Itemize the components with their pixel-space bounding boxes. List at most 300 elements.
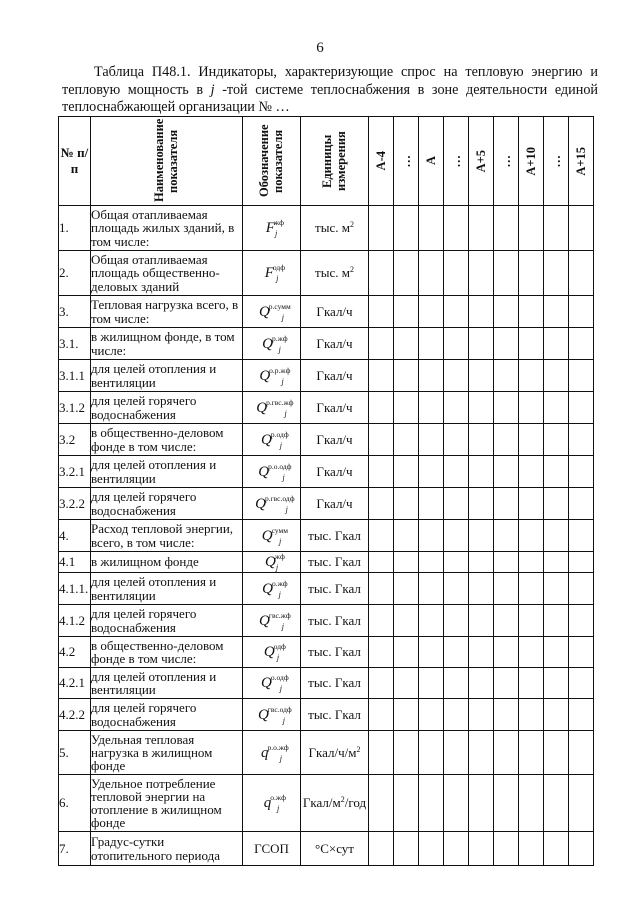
designation-symbol: $Q^{жф}_j$ [264, 552, 285, 572]
value-cell [544, 699, 569, 731]
value-cell [519, 296, 544, 328]
value-cell [419, 637, 444, 668]
row-number: 4.2 [59, 637, 91, 668]
value-cell [394, 637, 419, 668]
indicator-name: Градус-сутки отопительного периода [91, 832, 243, 866]
value-cell [369, 832, 394, 866]
value-cell [394, 731, 419, 775]
indicator-name: для целей отопления и вентиляции [91, 360, 243, 392]
value-cell [569, 731, 594, 775]
indicator-designation [243, 206, 301, 251]
value-cell [394, 328, 419, 360]
indicator-designation [243, 251, 301, 296]
header-period: А+5 [469, 117, 494, 206]
indicator-designation [243, 637, 301, 668]
value-cell [469, 832, 494, 866]
value-cell [494, 668, 519, 699]
indicator-unit: тыс. Гкал [301, 520, 369, 552]
value-cell [394, 832, 419, 866]
indicator-name: Расход тепловой энергии, всего, в том числе: [91, 520, 243, 552]
designation-symbol: $Q^{о.жф}_j$ [262, 578, 288, 599]
value-cell [394, 573, 419, 605]
indicator-designation [243, 573, 301, 605]
value-cell [419, 605, 444, 637]
table-row [59, 456, 594, 488]
row-number: 1. [59, 206, 91, 251]
value-cell [469, 296, 494, 328]
header-period: … [444, 117, 469, 206]
indicator-designation [243, 605, 301, 637]
designation-symbol: $q^{р.о.жф}_j$ [260, 742, 289, 763]
value-cell [469, 456, 494, 488]
value-cell [519, 206, 544, 251]
value-cell [469, 552, 494, 573]
table-row [59, 296, 594, 328]
value-cell [569, 699, 594, 731]
value-cell [494, 699, 519, 731]
value-cell [569, 392, 594, 424]
table-row [59, 637, 594, 668]
value-cell [469, 360, 494, 392]
value-cell [369, 520, 394, 552]
value-cell [494, 456, 519, 488]
value-cell [469, 251, 494, 296]
value-cell [494, 206, 519, 251]
indicator-designation [243, 488, 301, 520]
value-cell [369, 488, 394, 520]
value-cell [544, 573, 569, 605]
value-cell [544, 456, 569, 488]
table-row [59, 360, 594, 392]
value-cell [494, 251, 519, 296]
designation-symbol: $Q^{сумм}_j$ [261, 525, 288, 546]
value-cell [569, 775, 594, 832]
table-row [59, 251, 594, 296]
indicator-unit: Гкал/$м^2$/год [301, 775, 369, 832]
value-cell [519, 392, 544, 424]
indicator-unit: °С×сут [301, 832, 369, 866]
row-number: 4.2.1 [59, 668, 91, 699]
table-row [59, 605, 594, 637]
indicator-designation [243, 832, 301, 866]
indicator-designation [243, 520, 301, 552]
value-cell [419, 699, 444, 731]
value-cell [369, 668, 394, 699]
value-cell [544, 328, 569, 360]
value-cell [394, 251, 419, 296]
row-number: 6. [59, 775, 91, 832]
value-cell [444, 731, 469, 775]
value-cell [394, 296, 419, 328]
value-cell [369, 605, 394, 637]
indicator-designation [243, 699, 301, 731]
row-number: 4.1.2 [59, 605, 91, 637]
value-cell [394, 424, 419, 456]
table-row [59, 573, 594, 605]
value-cell [469, 605, 494, 637]
header-designation: Обозначение показателя [243, 117, 301, 206]
value-cell [519, 775, 544, 832]
table-row [59, 699, 594, 731]
header-name: Наименование показателя [91, 117, 243, 206]
value-cell [444, 488, 469, 520]
value-cell [519, 731, 544, 775]
row-number: 3.2.2 [59, 488, 91, 520]
header-row [59, 117, 594, 206]
indicator-unit: тыс. Гкал [301, 637, 369, 668]
value-cell [544, 296, 569, 328]
indicator-designation [243, 328, 301, 360]
value-cell [519, 552, 544, 573]
header-period: А-4 [369, 117, 394, 206]
value-cell [544, 775, 569, 832]
row-number: 4.1 [59, 552, 91, 573]
value-cell [544, 520, 569, 552]
indicator-designation [243, 668, 301, 699]
header-unit: Единицы измерения [301, 117, 369, 206]
value-cell [444, 699, 469, 731]
designation-symbol: $Q^{р.одф}_j$ [261, 429, 289, 450]
designation-text: ГСОП [254, 840, 289, 856]
indicator-name: для целей отопления и вентиляции [91, 456, 243, 488]
indicator-name: в жилищном фонде, в том числе: [91, 328, 243, 360]
header-period: А+15 [569, 117, 594, 206]
value-cell [569, 328, 594, 360]
value-cell [494, 775, 519, 832]
value-cell [569, 424, 594, 456]
value-cell [494, 488, 519, 520]
value-cell [419, 488, 444, 520]
value-cell [419, 731, 444, 775]
value-cell [444, 668, 469, 699]
value-cell [444, 251, 469, 296]
value-cell [494, 296, 519, 328]
indicator-designation [243, 775, 301, 832]
value-cell [419, 424, 444, 456]
row-number: 4.1.1. [59, 573, 91, 605]
indicator-designation [243, 392, 301, 424]
indicator-unit: Гкал/ч [301, 456, 369, 488]
value-cell [444, 552, 469, 573]
value-cell [544, 731, 569, 775]
value-cell [569, 668, 594, 699]
value-cell [494, 360, 519, 392]
designation-symbol: $Q^{р.жф}_j$ [262, 333, 288, 354]
row-number: 3.1. [59, 328, 91, 360]
indicator-designation [243, 456, 301, 488]
header-period: … [394, 117, 419, 206]
value-cell [569, 573, 594, 605]
value-cell [444, 328, 469, 360]
value-cell [444, 360, 469, 392]
row-number: 3.1.1 [59, 360, 91, 392]
value-cell [444, 605, 469, 637]
designation-symbol: $Q^{гвс.одф}_j$ [257, 704, 292, 725]
table-row [59, 520, 594, 552]
header-num: № п/п [59, 117, 91, 206]
value-cell [444, 296, 469, 328]
value-cell [494, 424, 519, 456]
value-cell [419, 775, 444, 832]
table-row [59, 775, 594, 832]
row-number: 3.2 [59, 424, 91, 456]
value-cell [469, 206, 494, 251]
indicator-name: в жилищном фонде [91, 552, 243, 573]
value-cell [569, 206, 594, 251]
value-cell [569, 552, 594, 573]
table-row [59, 206, 594, 251]
value-cell [444, 520, 469, 552]
indicator-name: Удельное потребление тепловой энергии на отопление в жилищном фонде [91, 775, 243, 832]
indicator-name: в общественно-деловом фонде в том числе: [91, 424, 243, 456]
value-cell [569, 488, 594, 520]
row-number: 2. [59, 251, 91, 296]
designation-symbol: $F^{одф}_j$ [264, 263, 286, 283]
indicator-unit: тыс. Гкал [301, 668, 369, 699]
table-row [59, 668, 594, 699]
value-cell [419, 328, 444, 360]
indicator-unit: тыс. $м^2$ [301, 206, 369, 251]
value-cell [519, 456, 544, 488]
indicator-designation [243, 296, 301, 328]
page-number: 6 [316, 40, 324, 56]
table-row [59, 392, 594, 424]
value-cell [544, 552, 569, 573]
indicator-designation [243, 424, 301, 456]
value-cell [494, 392, 519, 424]
indicator-unit: Гкал/ч [301, 424, 369, 456]
indicator-name: для целей горячего водоснабжения [91, 605, 243, 637]
row-number: 3.1.2 [59, 392, 91, 424]
value-cell [469, 392, 494, 424]
value-cell [369, 251, 394, 296]
value-cell [569, 360, 594, 392]
value-cell [519, 488, 544, 520]
indicator-name: для целей горячего водоснабжения [91, 488, 243, 520]
value-cell [369, 637, 394, 668]
value-cell [469, 424, 494, 456]
value-cell [569, 251, 594, 296]
value-cell [469, 699, 494, 731]
value-cell [419, 456, 444, 488]
indicator-unit: тыс. Гкал [301, 699, 369, 731]
value-cell [519, 251, 544, 296]
indicator-name: для целей горячего водоснабжения [91, 392, 243, 424]
table-row [59, 731, 594, 775]
row-number: 5. [59, 731, 91, 775]
value-cell [419, 573, 444, 605]
value-cell [494, 552, 519, 573]
indicator-name: для целей отопления и вентиляции [91, 668, 243, 699]
value-cell [519, 699, 544, 731]
value-cell [369, 573, 394, 605]
indicator-unit: Гкал/ч [301, 328, 369, 360]
row-number: 3.2.1 [59, 456, 91, 488]
indicator-unit: Гкал/ч [301, 392, 369, 424]
header-period: … [544, 117, 569, 206]
value-cell [394, 392, 419, 424]
value-cell [394, 206, 419, 251]
indicator-unit: Гкал/ч [301, 296, 369, 328]
header-period: А [419, 117, 444, 206]
value-cell [444, 775, 469, 832]
indicator-designation [243, 731, 301, 775]
value-cell [494, 832, 519, 866]
value-cell [469, 731, 494, 775]
indicator-name: в общественно-деловом фонде в том числе: [91, 637, 243, 668]
value-cell [494, 637, 519, 668]
row-number: 3. [59, 296, 91, 328]
table-row [59, 424, 594, 456]
value-cell [494, 328, 519, 360]
indicator-name: Общая отапливаемая площадь общественно-деловых зданий [91, 251, 243, 296]
value-cell [494, 573, 519, 605]
value-cell [369, 206, 394, 251]
value-cell [369, 552, 394, 573]
value-cell [469, 637, 494, 668]
value-cell [469, 488, 494, 520]
value-cell [369, 775, 394, 832]
value-cell [444, 424, 469, 456]
value-cell [369, 296, 394, 328]
value-cell [519, 328, 544, 360]
designation-symbol: $F^{жф}_j$ [265, 218, 284, 238]
value-cell [544, 206, 569, 251]
indicator-unit: тыс. $м^2$ [301, 251, 369, 296]
value-cell [544, 637, 569, 668]
value-cell [394, 360, 419, 392]
value-cell [544, 488, 569, 520]
value-cell [419, 520, 444, 552]
indicator-name: Тепловая нагрузка всего, в том числе: [91, 296, 243, 328]
value-cell [544, 424, 569, 456]
value-cell [444, 206, 469, 251]
designation-symbol: $Q^{одф}_j$ [263, 642, 286, 662]
value-cell [369, 392, 394, 424]
value-cell [369, 456, 394, 488]
value-cell [444, 392, 469, 424]
value-cell [519, 832, 544, 866]
designation-symbol: $Q^{р.гвс.жф}_j$ [256, 397, 294, 418]
value-cell [469, 668, 494, 699]
value-cell [394, 775, 419, 832]
header-period: … [494, 117, 519, 206]
indicator-unit: Гкал/ч [301, 488, 369, 520]
value-cell [519, 637, 544, 668]
value-cell [394, 456, 419, 488]
value-cell [569, 520, 594, 552]
table-row [59, 832, 594, 866]
value-cell [394, 668, 419, 699]
table-row [59, 328, 594, 360]
indicator-unit: тыс. Гкал [301, 552, 369, 573]
value-cell [569, 605, 594, 637]
value-cell [394, 488, 419, 520]
value-cell [394, 552, 419, 573]
value-cell [419, 296, 444, 328]
indicator-name: Общая отапливаемая площадь жилых зданий, в том числе: [91, 206, 243, 251]
value-cell [469, 328, 494, 360]
value-cell [394, 699, 419, 731]
designation-symbol: $Q^{р.о.одф}_j$ [258, 461, 292, 482]
value-cell [369, 424, 394, 456]
row-number: 4.2.2 [59, 699, 91, 731]
designation-symbol: $Q^{о.одф}_j$ [261, 673, 289, 693]
indicator-unit: Гкал/ч [301, 360, 369, 392]
value-cell [369, 360, 394, 392]
value-cell [519, 520, 544, 552]
indicator-unit: тыс. Гкал [301, 605, 369, 637]
indicator-name: Удельная тепловая нагрузка в жилищном фонде [91, 731, 243, 775]
designation-symbol: $Q^{гвс.жф}_j$ [259, 610, 291, 631]
value-cell [444, 832, 469, 866]
value-cell [519, 668, 544, 699]
value-cell [369, 731, 394, 775]
value-cell [369, 328, 394, 360]
value-cell [444, 573, 469, 605]
value-cell [544, 832, 569, 866]
value-cell [394, 605, 419, 637]
value-cell [444, 637, 469, 668]
value-cell [419, 668, 444, 699]
value-cell [544, 668, 569, 699]
value-cell [519, 573, 544, 605]
table-row [59, 552, 594, 573]
value-cell [569, 832, 594, 866]
value-cell [544, 605, 569, 637]
value-cell [569, 296, 594, 328]
value-cell [419, 360, 444, 392]
designation-symbol: $q^{о.жф}_j$ [263, 793, 286, 813]
value-cell [419, 552, 444, 573]
value-cell [569, 637, 594, 668]
value-cell [369, 699, 394, 731]
row-number: 7. [59, 832, 91, 866]
value-cell [394, 520, 419, 552]
value-cell [494, 731, 519, 775]
value-cell [519, 360, 544, 392]
value-cell [419, 251, 444, 296]
table-caption: Таблица П48.1. Индикаторы, характеризующие спрос на тепловую энергию и тепловую мощность в j -той системе теплоснабжения в зоне деятельности единой теплоснабжающей организации № … [62, 64, 599, 115]
designation-symbol: $Q^{о.р.жф}_j$ [259, 365, 291, 386]
table-body [59, 206, 594, 866]
value-cell [419, 392, 444, 424]
indicator-unit: тыс. Гкал [301, 573, 369, 605]
value-cell [569, 456, 594, 488]
value-cell [544, 392, 569, 424]
value-cell [419, 206, 444, 251]
indicator-unit: Гкал/$ч/м^2$ [301, 731, 369, 775]
indicator-name: для целей отопления и вентиляции [91, 573, 243, 605]
value-cell [519, 605, 544, 637]
indicator-designation [243, 360, 301, 392]
value-cell [444, 456, 469, 488]
value-cell [544, 251, 569, 296]
value-cell [544, 360, 569, 392]
indicator-name: для целей горячего водоснабжения [91, 699, 243, 731]
value-cell [469, 775, 494, 832]
indicators-table [58, 116, 594, 866]
value-cell [494, 520, 519, 552]
value-cell [469, 520, 494, 552]
indicator-designation [243, 552, 301, 573]
designation-symbol: $Q^{р.гвс.одф}_j$ [255, 493, 295, 514]
header-period: А+10 [519, 117, 544, 206]
row-number: 4. [59, 520, 91, 552]
value-cell [494, 605, 519, 637]
value-cell [519, 424, 544, 456]
designation-symbol: $Q^{р.сумм}_j$ [258, 301, 291, 322]
